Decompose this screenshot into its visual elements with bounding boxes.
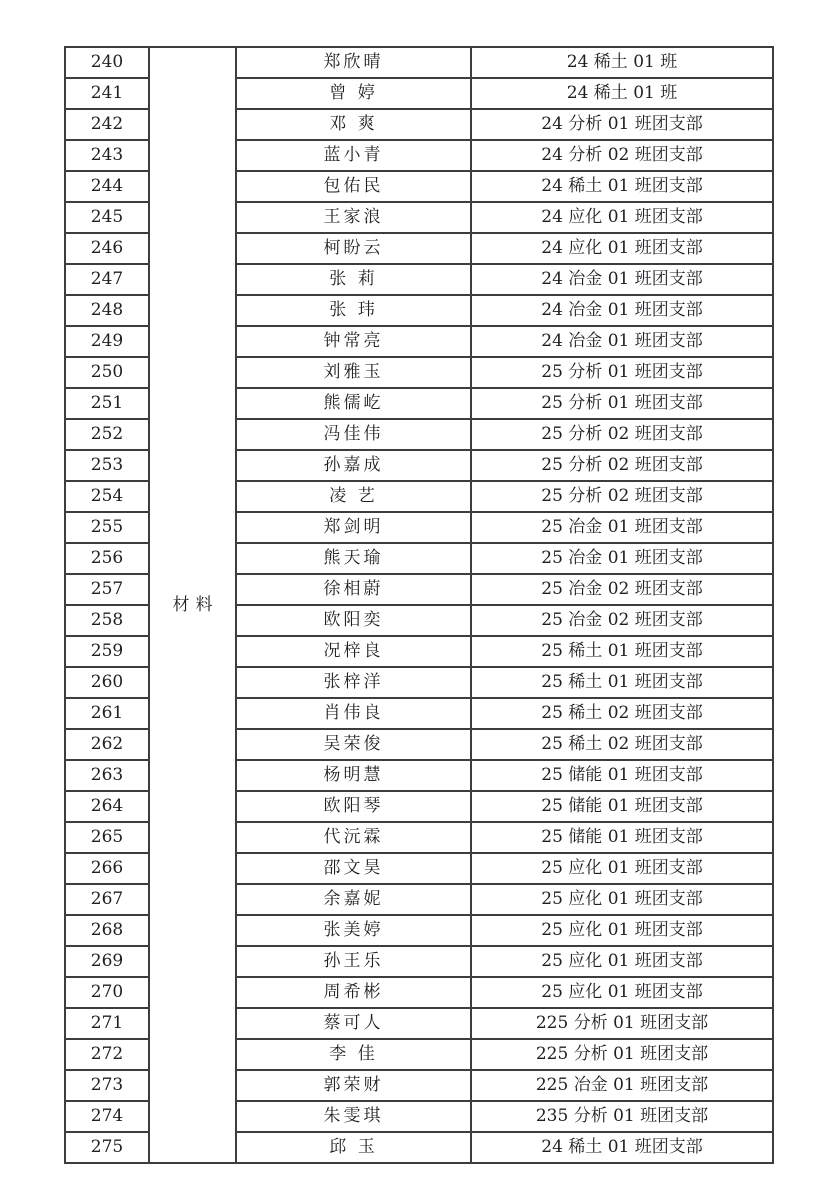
student-name-cell: 熊儒屹: [236, 388, 471, 419]
class-branch-cell: 235 分析 01 班团支部: [471, 1101, 773, 1132]
class-branch-cell: 24 稀土 01 班团支部: [471, 171, 773, 202]
class-branch-cell: 24 稀土 01 班团支部: [471, 1132, 773, 1163]
roster-table-body: [65, 47, 773, 1163]
row-number-cell: 247: [65, 264, 149, 295]
row-number-cell: 265: [65, 822, 149, 853]
row-number-cell: 260: [65, 667, 149, 698]
row-number-cell: 262: [65, 729, 149, 760]
student-name-cell: 杨明慧: [236, 760, 471, 791]
row-number-cell: 271: [65, 1008, 149, 1039]
class-branch-cell: 25 储能 01 班团支部: [471, 791, 773, 822]
row-number-cell: 259: [65, 636, 149, 667]
student-name-cell: 吴荣俊: [236, 729, 471, 760]
row-number-cell: 255: [65, 512, 149, 543]
row-number-cell: 257: [65, 574, 149, 605]
class-branch-cell: 25 稀土 02 班团支部: [471, 729, 773, 760]
class-branch-cell: 25 分析 02 班团支部: [471, 450, 773, 481]
row-number-cell: 268: [65, 915, 149, 946]
row-number-cell: 246: [65, 233, 149, 264]
class-branch-cell: 24 冶金 01 班团支部: [471, 326, 773, 357]
class-branch-cell: 24 分析 01 班团支部: [471, 109, 773, 140]
student-name-cell: 钟常亮: [236, 326, 471, 357]
class-branch-cell: 25 冶金 02 班团支部: [471, 605, 773, 636]
row-number-cell: 243: [65, 140, 149, 171]
row-number-cell: 258: [65, 605, 149, 636]
row-number-cell: 248: [65, 295, 149, 326]
class-branch-cell: 25 应化 01 班团支部: [471, 977, 773, 1008]
student-name-cell: 郑欣晴: [236, 47, 471, 78]
student-name-cell: 况梓良: [236, 636, 471, 667]
row-number-cell: 250: [65, 357, 149, 388]
row-number-cell: 252: [65, 419, 149, 450]
student-name-cell: 邵文昊: [236, 853, 471, 884]
class-branch-cell: 24 应化 01 班团支部: [471, 233, 773, 264]
table-row: [65, 47, 773, 78]
row-number-cell: 266: [65, 853, 149, 884]
class-branch-cell: 25 应化 01 班团支部: [471, 946, 773, 977]
student-name-cell: 朱雯琪: [236, 1101, 471, 1132]
row-number-cell: 240: [65, 47, 149, 78]
student-name-cell: 周希彬: [236, 977, 471, 1008]
class-branch-cell: 25 分析 02 班团支部: [471, 481, 773, 512]
student-name-cell: 张梓洋: [236, 667, 471, 698]
student-name-cell: 蔡可人: [236, 1008, 471, 1039]
student-name-cell: 张美婷: [236, 915, 471, 946]
student-name-cell: 邓 爽: [236, 109, 471, 140]
student-name-cell: 孙嘉成: [236, 450, 471, 481]
class-branch-cell: 25 稀土 01 班团支部: [471, 636, 773, 667]
row-number-cell: 275: [65, 1132, 149, 1163]
row-number-cell: 241: [65, 78, 149, 109]
student-name-cell: 张 莉: [236, 264, 471, 295]
row-number-cell: 267: [65, 884, 149, 915]
student-name-cell: 徐相蔚: [236, 574, 471, 605]
class-branch-cell: 25 冶金 01 班团支部: [471, 512, 773, 543]
student-name-cell: 郭荣财: [236, 1070, 471, 1101]
class-branch-cell: 25 应化 01 班团支部: [471, 915, 773, 946]
class-branch-cell: 25 应化 01 班团支部: [471, 853, 773, 884]
roster-table: [64, 46, 774, 1164]
class-branch-cell: 25 储能 01 班团支部: [471, 822, 773, 853]
row-number-cell: 270: [65, 977, 149, 1008]
row-number-cell: 253: [65, 450, 149, 481]
row-number-cell: 264: [65, 791, 149, 822]
class-branch-cell: 25 储能 01 班团支部: [471, 760, 773, 791]
class-branch-cell: 225 分析 01 班团支部: [471, 1039, 773, 1070]
student-name-cell: 李 佳: [236, 1039, 471, 1070]
student-name-cell: 代沅霖: [236, 822, 471, 853]
class-branch-cell: 25 分析 02 班团支部: [471, 419, 773, 450]
class-branch-cell: 25 稀土 01 班团支部: [471, 667, 773, 698]
class-branch-cell: 24 冶金 01 班团支部: [471, 295, 773, 326]
row-number-cell: 245: [65, 202, 149, 233]
class-branch-cell: 225 分析 01 班团支部: [471, 1008, 773, 1039]
group-label-cell: 材料: [149, 47, 236, 1163]
row-number-cell: 273: [65, 1070, 149, 1101]
row-number-cell: 263: [65, 760, 149, 791]
class-branch-cell: 225 冶金 01 班团支部: [471, 1070, 773, 1101]
class-branch-cell: 25 应化 01 班团支部: [471, 884, 773, 915]
student-name-cell: 凌 艺: [236, 481, 471, 512]
student-name-cell: 余嘉妮: [236, 884, 471, 915]
student-name-cell: 柯盼云: [236, 233, 471, 264]
student-name-cell: 刘雅玉: [236, 357, 471, 388]
row-number-cell: 274: [65, 1101, 149, 1132]
student-name-cell: 包佑民: [236, 171, 471, 202]
student-name-cell: 王家浪: [236, 202, 471, 233]
class-branch-cell: 25 冶金 01 班团支部: [471, 543, 773, 574]
row-number-cell: 254: [65, 481, 149, 512]
student-name-cell: 郑剑明: [236, 512, 471, 543]
class-branch-cell: 24 稀土 01 班: [471, 47, 773, 78]
row-number-cell: 256: [65, 543, 149, 574]
row-number-cell: 242: [65, 109, 149, 140]
class-branch-cell: 25 分析 01 班团支部: [471, 388, 773, 419]
class-branch-cell: 24 冶金 01 班团支部: [471, 264, 773, 295]
row-number-cell: 269: [65, 946, 149, 977]
class-branch-cell: 25 冶金 02 班团支部: [471, 574, 773, 605]
student-name-cell: 欧阳奕: [236, 605, 471, 636]
student-name-cell: 欧阳琴: [236, 791, 471, 822]
student-name-cell: 张 玮: [236, 295, 471, 326]
row-number-cell: 251: [65, 388, 149, 419]
student-name-cell: 冯佳伟: [236, 419, 471, 450]
class-branch-cell: 25 分析 01 班团支部: [471, 357, 773, 388]
student-name-cell: 孙王乐: [236, 946, 471, 977]
class-branch-cell: 25 稀土 02 班团支部: [471, 698, 773, 729]
row-number-cell: 261: [65, 698, 149, 729]
row-number-cell: 249: [65, 326, 149, 357]
student-name-cell: 蓝小青: [236, 140, 471, 171]
student-name-cell: 熊天瑜: [236, 543, 471, 574]
student-name-cell: 肖伟良: [236, 698, 471, 729]
row-number-cell: 244: [65, 171, 149, 202]
row-number-cell: 272: [65, 1039, 149, 1070]
class-branch-cell: 24 分析 02 班团支部: [471, 140, 773, 171]
class-branch-cell: 24 应化 01 班团支部: [471, 202, 773, 233]
student-name-cell: 邱 玉: [236, 1132, 471, 1163]
student-name-cell: 曾 婷: [236, 78, 471, 109]
class-branch-cell: 24 稀土 01 班: [471, 78, 773, 109]
